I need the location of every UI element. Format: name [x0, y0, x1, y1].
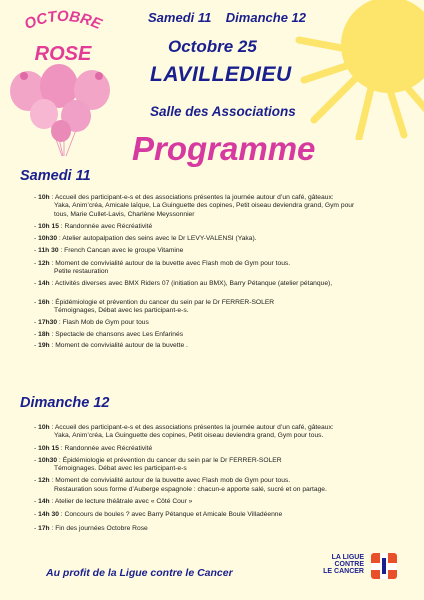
item-description: Randonnée avec Récréativité — [64, 444, 153, 452]
item-time: 12h — [38, 477, 50, 485]
item-time: 10h 15 — [38, 222, 59, 230]
item-time: 11h 30 — [38, 247, 59, 255]
event-dates: Samedi 11 Dimanche 12 — [148, 10, 306, 25]
item-description: Moment de convivialité autour de la buvette . — [55, 341, 188, 349]
item-description: Randonnée avec Récréativité — [64, 222, 153, 230]
schedule-item: - 14h : Atelier de lecture théâtrale avec « Côté Cour » — [34, 498, 193, 506]
ligue-contre-le-cancer-logo — [306, 550, 406, 584]
schedule-item: - 10h 15 : Randonnée avec Récréativité — [34, 222, 153, 230]
item-description: Épidémiologie et prévention du cancer du sein par le Dr FERRER-SOLER — [62, 456, 282, 464]
sunday-schedule — [30, 424, 416, 537]
item-detail: Témoignages, Débat avec les participant-e-s. — [54, 306, 189, 314]
item-time: 14h — [38, 498, 50, 506]
ligue-logo-text: LA LIGUE CONTRE LE CANCER — [323, 554, 364, 575]
schedule-item: - 10h30 : Épidémiologie et prévention du cancer du sein par le Dr FERRER-SOLER Témoignages. Débat avec les participant-e-s — [30, 457, 416, 474]
schedule-item: - 10h30 : Atelier autopalpation des seins avec le Dr LEVY-VALENSI (Yaka). — [34, 235, 257, 243]
schedule-item: - 12h : Moment de convivialité autour de la buvette avec Flash mob de Gym pour tous. Restauration sous forme d’Auberge espagnole : chacun-e apporte salé, sucré et on partage. — [30, 477, 416, 494]
item-detail: Témoignages. Débat avec les participant-e-s — [54, 465, 187, 473]
item-time: 14h — [38, 280, 50, 288]
schedule-item: - 17h30 : Flash Mob de Gym pour tous — [34, 319, 149, 327]
item-description: Épidémiologie et prévention du cancer du sein par le Dr FERRER-SOLER — [55, 298, 275, 306]
schedule-item: - 16h : Épidémiologie et prévention du cancer du sein par le Dr FERRER-SOLER Témoignages, Débat avec les participant-e-s. — [30, 299, 416, 316]
schedule-item: - 14h : Activités diverses avec BMX Riders 07 (initiation au BMX), Barry Pétanque (atelier pétanque), — [34, 280, 333, 288]
event-month: Octobre 25 — [168, 37, 257, 56]
ligue-mark-icon — [368, 550, 400, 582]
item-description: Atelier autopalpation des seins avec le Dr LEVY-VALENSI (Yaka). — [62, 235, 257, 243]
item-detail: tous, Marie Cullet-Lavis, Charlène Meyssonnier — [54, 210, 195, 218]
item-description: Moment de convivialité autour de la buvette avec Flash mob de Gym pour tous. — [55, 259, 291, 267]
schedule-item: - 11h 30 : French Cancan avec le groupe Vitamine — [34, 247, 184, 255]
schedule-item: - 10h 15 : Randonnée avec Récréativité — [34, 444, 153, 452]
item-detail: Yaka, Anim’créa, La Guinguette des copines, Petit oiseau deviendra grand, Gym pour tous. — [54, 432, 324, 440]
schedule-item: - 14h 30 : Concours de boules ? avec Barry Pétanque et Amicale Boule Villadéenne — [34, 511, 283, 519]
item-detail: Yaka, Anim’créa, Amicale laïque, La Guinguette des copines, Petit oiseau deviendra grand, Gym pour — [54, 202, 355, 210]
item-description: Concours de boules ? avec Barry Pétanque et Amicale Boule Villadéenne — [64, 511, 283, 519]
event-venue: Salle des Associations — [150, 104, 296, 119]
item-time: 17h — [38, 524, 50, 532]
item-time: 18h — [38, 330, 50, 338]
item-description: Spectacle de chansons avec Les Enfarinés — [55, 330, 184, 338]
item-description: Moment de convivialité autour de la buvette avec Flash mob de Gym pour tous. — [55, 477, 291, 485]
item-time: 10h30 — [38, 456, 58, 464]
item-time: 12h — [38, 259, 50, 267]
octobre-rose-logo — [4, 8, 122, 68]
sun-icon — [294, 0, 424, 140]
event-city: LAVILLEDIEU — [150, 63, 292, 86]
svg-text:ROSE: ROSE — [34, 43, 92, 65]
item-time: 10h — [38, 194, 50, 201]
programme-title: Programme — [132, 130, 316, 167]
schedule-item: - 12h : Moment de convivialité autour de la buvette avec Flash mob de Gym pour tous. Petite restauration — [30, 260, 416, 277]
sunday-heading: Dimanche 12 — [20, 395, 110, 411]
schedule-item: - 18h : Spectacle de chansons avec Les Enfarinés — [34, 330, 184, 338]
item-description: Flash Mob de Gym pour tous — [62, 319, 149, 327]
item-description: Atelier de lecture théâtrale avec « Côté Cour » — [54, 498, 193, 506]
item-time: 10h 15 — [38, 444, 59, 452]
saturday-schedule — [30, 194, 416, 353]
saturday-heading: Samedi 11 — [20, 168, 91, 184]
schedule-item: - 10h : Accueil des participant-e-s et des associations présentes la journée autour d’un café, gâteaux: Yaka, Anim’créa, Amicale laïque, La Guinguette des copines, Petit oiseau deviendra grand, Gym pour tous, Marie Cullet-Lavis, Charlène Meyssonnier — [30, 194, 416, 219]
item-time: 10h — [38, 424, 50, 431]
item-description: Accueil des participant-e-s et des associations présentes la journée autour d’un café, gâteaux: — [54, 194, 334, 201]
item-description: Accueil des participant-e-s et des associations présentes la journée autour d’un café, gâteaux: — [54, 424, 334, 431]
schedule-item: - 19h : Moment de convivialité autour de la buvette . — [34, 341, 188, 349]
item-time: 17h30 — [38, 319, 58, 327]
item-time: 16h — [38, 298, 50, 306]
schedule-item: - 10h : Accueil des participant-e-s et des associations présentes la journée autour d’un café, gâteaux: Yaka, Anim’créa, La Guinguette des copines, Petit oiseau deviendra grand, Gym pour tous. — [30, 424, 416, 441]
item-detail: Restauration sous forme d’Auberge espagnole : chacun-e apporte salé, sucré et on partage. — [54, 485, 327, 493]
svg-text:OCTOBRE: OCTOBRE — [22, 8, 105, 34]
item-detail: Petite restauration — [54, 268, 109, 276]
item-time: 19h — [38, 341, 50, 349]
item-time: 14h 30 — [38, 511, 59, 519]
item-description: Activités diverses avec BMX Riders 07 (initiation au BMX), Barry Pétanque (atelier pétanque), — [54, 280, 333, 288]
schedule-item: - 17h : Fin des journées Octobre Rose — [34, 524, 148, 532]
item-description: Fin des journées Octobre Rose — [55, 524, 148, 532]
item-time: 10h30 — [38, 235, 58, 243]
item-description: French Cancan avec le groupe Vitamine — [64, 247, 184, 255]
footer-text: Au profit de la Ligue contre le Cancer — [46, 567, 233, 579]
